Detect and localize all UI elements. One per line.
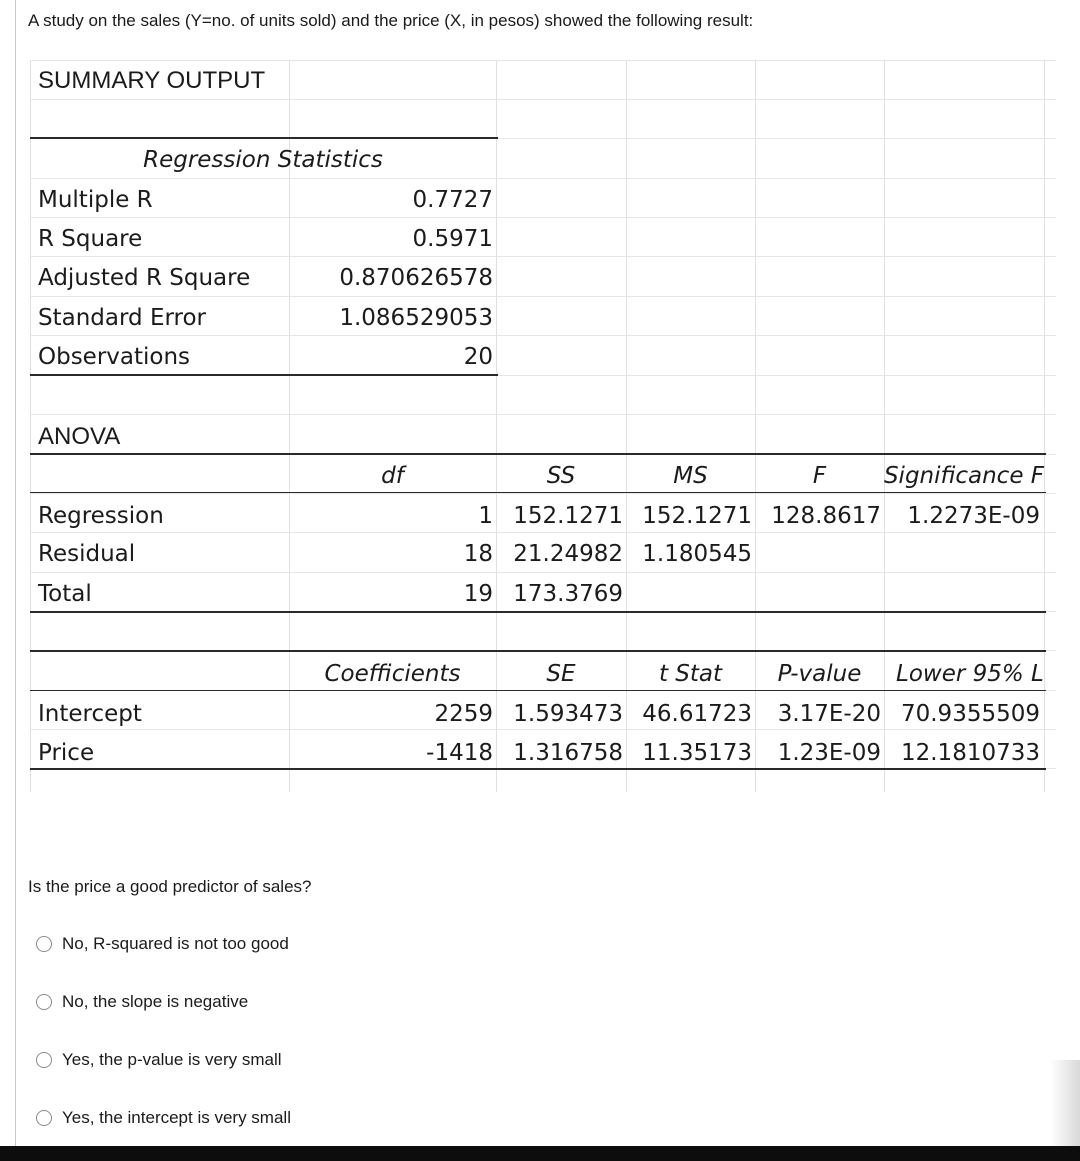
stat-label-standard-error: Standard Error [38, 305, 207, 331]
stat-value-multiple-r: 0.7727 [412, 187, 493, 213]
coef-lower-95-intercept: 70.9355509 [900, 701, 1040, 727]
radio-button[interactable] [36, 936, 52, 952]
question-prompt: Is the price a good predictor of sales? [28, 877, 312, 896]
page-left-border [15, 0, 16, 1146]
table-rule [30, 611, 1046, 613]
table-rule [30, 453, 1046, 455]
coef-header-se: SE [546, 661, 576, 687]
corner-shade [1050, 1060, 1080, 1146]
gridline [30, 532, 1056, 533]
summary-output-title: SUMMARY OUTPUT [38, 67, 266, 94]
stat-value-standard-error: 1.086529053 [339, 305, 493, 331]
stat-label-observations: Observations [38, 344, 191, 370]
gridline [30, 729, 1056, 730]
radio-button[interactable] [36, 1110, 52, 1126]
gridline [30, 99, 1056, 100]
stat-value-r-square: 0.5971 [412, 226, 493, 252]
table-rule [30, 650, 1046, 652]
anova-ms-residual: 1.180545 [642, 541, 752, 567]
gridline [30, 493, 1056, 494]
answer-option-r-squared[interactable] [36, 933, 289, 955]
gridline [884, 60, 885, 792]
coef-t-stat-intercept: 46.61723 [642, 701, 752, 727]
gridline [30, 414, 1056, 415]
answer-option-slope-negative[interactable] [36, 991, 248, 1013]
anova-header-f: F [812, 463, 827, 489]
gridline [30, 256, 1056, 257]
coef-se-price: 1.316758 [513, 740, 623, 766]
anova-row-label-total: Total [38, 581, 92, 607]
radio-button[interactable] [36, 1052, 52, 1068]
coef-t-stat-price: 11.35173 [642, 740, 752, 766]
anova-ss-regression: 152.1271 [513, 503, 623, 529]
answer-option-label: No, the slope is negative [62, 992, 249, 1011]
coef-header-t-stat: t Stat [658, 661, 723, 687]
stat-label-multiple-r: Multiple R [38, 187, 153, 213]
coef-header-p-value: P-value [777, 661, 862, 687]
table-rule [30, 690, 1046, 691]
stat-label-adjusted-r-square: Adjusted R Square [38, 265, 251, 291]
anova-title: ANOVA [38, 423, 121, 450]
anova-row-label-regression: Regression [38, 503, 164, 529]
gridline [30, 60, 1056, 61]
anova-df-residual: 18 [463, 541, 493, 567]
anova-f-regression: 128.8617 [771, 503, 881, 529]
answer-option-label: Yes, the p-value is very small [62, 1050, 282, 1069]
answer-option-label: No, R-squared is not too good [62, 934, 289, 953]
regression-statistics-header: Regression Statistics [143, 147, 383, 173]
coef-header-lower-95: Lower 95% L [896, 661, 1044, 687]
table-rule [30, 492, 1046, 493]
gridline [30, 178, 1056, 179]
gridline [30, 335, 1056, 336]
answer-option-p-value-small[interactable] [36, 1049, 282, 1071]
coef-p-value-price: 1.23E-09 [777, 740, 881, 766]
coef-value-price: -1418 [426, 740, 493, 766]
anova-header-significance-f: Significance F [883, 463, 1045, 489]
anova-ms-regression: 152.1271 [642, 503, 752, 529]
anova-df-regression: 1 [478, 503, 493, 529]
stat-value-observations: 20 [463, 344, 493, 370]
gridline [1044, 60, 1045, 792]
anova-df-total: 19 [463, 581, 493, 607]
regression-output-sheet [30, 60, 1060, 800]
coef-row-label-intercept: Intercept [38, 701, 142, 727]
gridline [30, 217, 1056, 218]
anova-header-ms: MS [673, 463, 708, 489]
answer-option-intercept-small[interactable] [36, 1107, 291, 1129]
stat-value-adjusted-r-square: 0.870626578 [339, 265, 493, 291]
question-text: A study on the sales (Y=no. of units sold) and the price (X, in pesos) showed the following result: [28, 11, 754, 30]
anova-header-df: df [381, 463, 404, 489]
coef-se-intercept: 1.593473 [513, 701, 623, 727]
anova-significance-f-regression: 1.2273E-09 [907, 503, 1040, 529]
coef-value-intercept: 2259 [434, 701, 493, 727]
coef-lower-95-price: 12.1810733 [900, 740, 1040, 766]
anova-ss-total: 173.3769 [513, 581, 623, 607]
gridline [30, 296, 1056, 297]
table-rule [30, 374, 498, 376]
answer-option-label: Yes, the intercept is very small [62, 1108, 291, 1127]
coef-header-coefficients: Coefficients [324, 661, 461, 687]
coef-p-value-intercept: 3.17E-20 [777, 701, 881, 727]
stat-label-r-square: R Square [38, 226, 143, 252]
table-rule [30, 768, 1046, 770]
anova-header-ss: SS [546, 463, 576, 489]
coef-row-label-price: Price [38, 740, 95, 766]
bottom-bar [0, 1146, 1080, 1161]
table-rule [30, 137, 498, 139]
gridline [30, 572, 1056, 573]
radio-button[interactable] [36, 994, 52, 1010]
anova-ss-residual: 21.24982 [513, 541, 623, 567]
anova-row-label-residual: Residual [38, 541, 136, 567]
